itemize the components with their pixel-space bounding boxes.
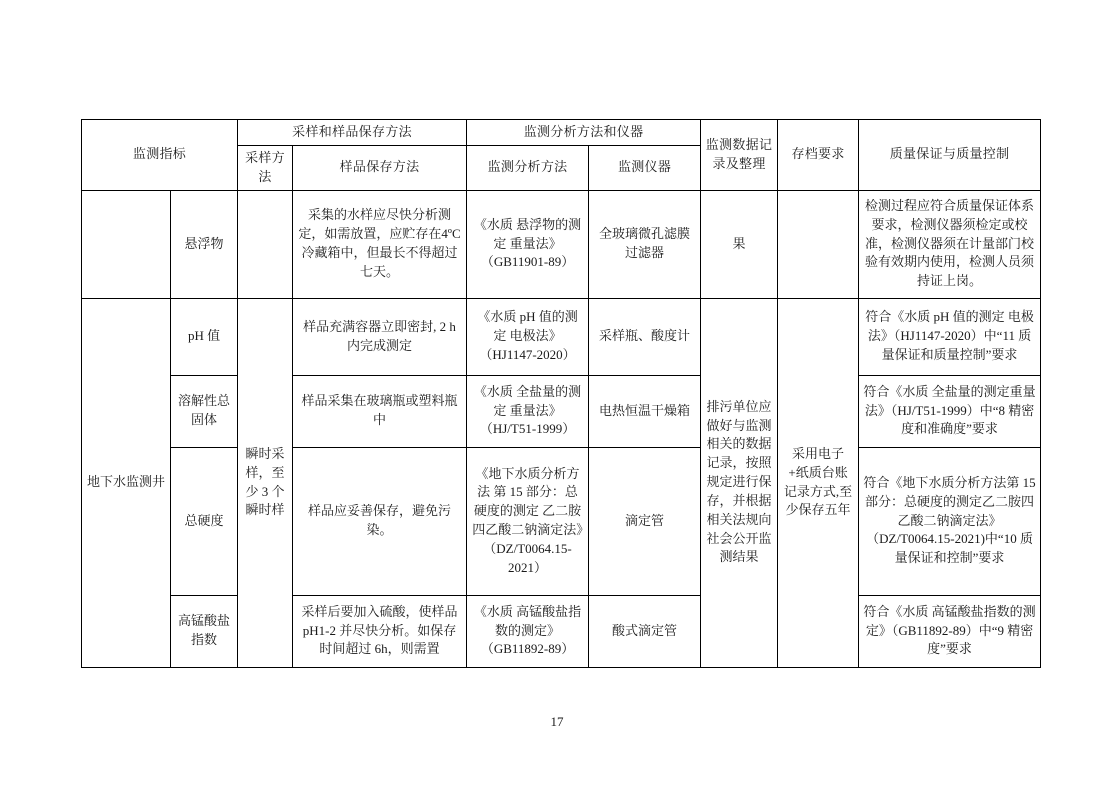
header-archive: 存档要求 — [778, 120, 859, 191]
header-analysis-instrument: 监测仪器 — [589, 145, 701, 190]
cell-preservation-dissolved-solids: 样品采集在玻璃瓶或塑料瓶中 — [293, 375, 467, 447]
cell-instrument-ph: 采样瓶、酸度计 — [589, 298, 701, 375]
cell-quality-suspended: 检测过程应符合质量保证体系要求，检测仪器须检定或校准，检测仪器须在计量部门校验有效期内使用，检测人员须持证上岗。 — [859, 190, 1041, 298]
cell-indicator-permanganate-index: 高锰酸盐指数 — [171, 595, 238, 667]
header-data-record: 监测数据记录及整理 — [701, 120, 778, 191]
cell-archive-suspended — [778, 190, 859, 298]
cell-analysis-method-dissolved-solids: 《水质 全盐量的测定 重量法》（HJ/T51-1999） — [467, 375, 589, 447]
cell-analysis-method-total-hardness: 《地下水质分析方法 第 15 部分：总硬度的测定 乙二胺四乙酸二钠滴定法》（DZ/T0064.15-2021） — [467, 447, 589, 595]
cell-preservation-ph: 样品充满容器立即密封, 2 h 内完成测定 — [293, 298, 467, 375]
cell-preservation-total-hardness: 样品应妥善保存，避免污染。 — [293, 447, 467, 595]
header-sample-preservation: 样品保存方法 — [293, 145, 467, 190]
cell-quality-ph: 符合《水质 pH 值的测定 电极法》（HJ1147-2020）中“11 质量保证和质量控制”要求 — [859, 298, 1041, 375]
page-number: 17 — [550, 714, 564, 729]
cell-analysis-method-ph: 《水质 pH 值的测定 电极法》（HJ1147-2020） — [467, 298, 589, 375]
cell-data-record-suspended: 果 — [701, 190, 778, 298]
cell-quality-dissolved-solids: 符合《水质 全盐量的测定重量法》（HJ/T51-1999）中“8 精密度和准确度”要求 — [859, 375, 1041, 447]
cell-instrument-suspended: 全玻璃微孔滤膜过滤器 — [589, 190, 701, 298]
cell-archive-merged: 采用电子+纸质台账记录方式,至少保存五年 — [778, 298, 859, 667]
cell-sampling-method-merged: 瞬时采样，至少 3 个瞬时样 — [238, 298, 293, 667]
cell-sampling-method-suspended — [238, 190, 293, 298]
cell-indicator-suspended: 悬浮物 — [171, 190, 238, 298]
header-analysis-method: 监测分析方法 — [467, 145, 589, 190]
table-row-permanganate-index — [82, 595, 1041, 667]
header-sampling-method: 采样方法 — [238, 145, 293, 190]
table-row-dissolved-solids — [82, 375, 1041, 447]
cell-group-label-groundwater-well: 地下水监测井 — [82, 298, 171, 667]
cell-instrument-total-hardness: 滴定管 — [589, 447, 701, 595]
header-indicator: 监测指标 — [82, 120, 238, 191]
table-header-row-1 — [82, 120, 1041, 146]
cell-quality-total-hardness: 符合《地下水质分析方法第 15 部分：总硬度的测定乙二胺四乙酸二钠滴定法》（DZ/T0064.15-2021)中“10 质量保证和控制”要求 — [859, 447, 1041, 595]
cell-data-record-merged: 排污单位应做好与监测相关的数据记录，按照规定进行保存，并根据相关法规向社会公开监测结果 — [701, 298, 778, 667]
header-analysis-group: 监测分析方法和仪器 — [467, 120, 701, 146]
cell-group-blank-suspended — [82, 190, 171, 298]
cell-indicator-total-hardness: 总硬度 — [171, 447, 238, 595]
cell-indicator-dissolved-solids: 溶解性总固体 — [171, 375, 238, 447]
cell-indicator-ph: pH 值 — [171, 298, 238, 375]
monitoring-table-container — [81, 119, 1040, 668]
cell-preservation-permanganate-index: 采样后要加入硫酸，使样品 pH1-2 并尽快分析。如保存时间超过 6h，则需置 — [293, 595, 467, 667]
table-row-ph — [82, 298, 1041, 375]
table-row-suspended-solids — [82, 190, 1041, 298]
cell-analysis-method-permanganate-index: 《水质 高锰酸盐指数的测定》（GB11892-89） — [467, 595, 589, 667]
cell-preservation-suspended: 采集的水样应尽快分析测定，如需放置，应贮存在4ºC冷藏箱中，但最长不得超过七天。 — [293, 190, 467, 298]
cell-quality-permanganate-index: 符合《水质 高锰酸盐指数的测定》（GB11892-89）中“9 精密度”要求 — [859, 595, 1041, 667]
cell-analysis-method-suspended: 《水质 悬浮物的测定 重量法》（GB11901-89） — [467, 190, 589, 298]
header-quality: 质量保证与质量控制 — [859, 120, 1041, 191]
cell-instrument-permanganate-index: 酸式滴定管 — [589, 595, 701, 667]
cell-instrument-dissolved-solids: 电热恒温干燥箱 — [589, 375, 701, 447]
monitoring-requirements-table — [81, 119, 1041, 668]
table-row-total-hardness — [82, 447, 1041, 595]
header-sampling-group: 采样和样品保存方法 — [238, 120, 467, 146]
